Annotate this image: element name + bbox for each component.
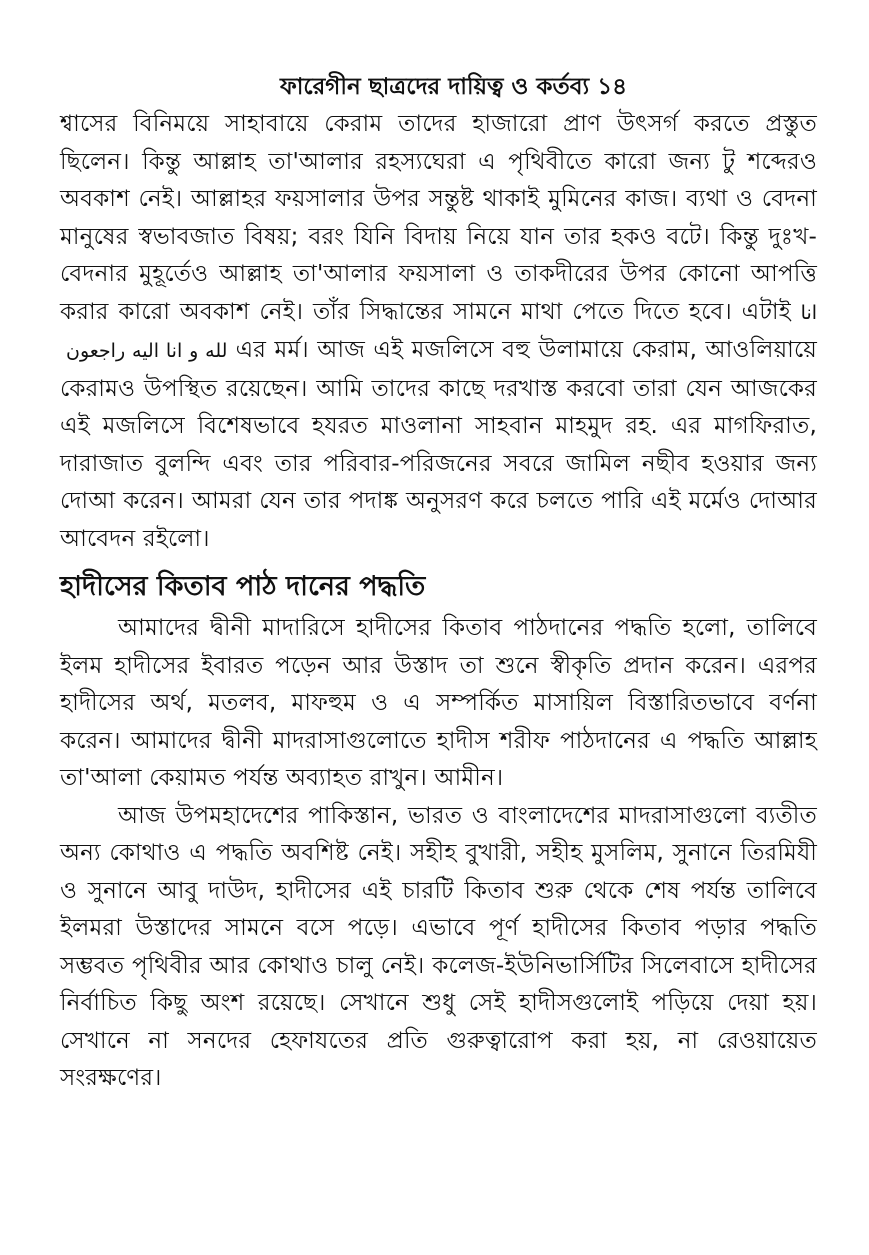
paragraph-3: আজ উপমহাদেশের পাকিস্তান, ভারত ও বাংলাদেশের মাদরাসাগুলো ব্যতীত অন্য কোথাও এ পদ্ধতি অবশিষ্ট নেই। সহীহ বুখারী, সহীহ মুসলিম, সুনানে তিরমিযী ও সুনানে আবু দাউদ, হাদীসের এই চারটি কিতাব শুরু থেকে শেষ পর্যন্ত তালিবে ইলমরা উস্তাদের সামনে বসে পড়ে। এভাবে পূর্ণ হাদীসের কিতাব পড়ার পদ্ধতি সম্ভবত পৃথিবীর আর কোথাও চালু নেই। কলেজ-ইউনিভার্সিটির সিলেবাসে হাদীসের নির্বাচিত কিছু অংশ রয়েছে। সেখানে শুধু সেই হাদীসগুলোই পড়িয়ে দেয়া হয়। সেখানে না সনদের হেফাযতের প্রতি গুরুত্বারোপ করা হয়, না রেওয়ায়েত সংরক্ষণের। [60, 802, 817, 1091]
paragraph-1-continued: এর মর্ম। আজ এই মজলিসে বহু উলামায়ে কেরাম, আওলিয়ায়ে কেরামও উপস্থিত রয়েছেন। আমি তাদের কাছে দরখাস্ত করবো তারা যেন আজকের এই মজলিসে বিশেষভাবে হযরত মাওলানা সাহবান মাহমুদ রহ. এর মাগফিরাত, দারাজাত বুলন্দি এবং তার পরিবার-পরিজনের সবরে জামিল নছীব হওয়ার জন্য দোআ করেন। আমরা যেন তার পদাঙ্ক অনুসরণ করে চলতে পারি এই মর্মেও দোআর আবেদন রইলো। [60, 337, 818, 552]
arabic-phrase: انا لله و انا اليه راجعون [66, 301, 818, 362]
section-heading: হাদীসের কিতাব পাঠ দানের পদ্ধতি [60, 571, 426, 602]
paragraph-2: আমাদের দ্বীনী মাদারিসে হাদীসের কিতাব পাঠদানের পদ্ধতি হলো, তালিবে ইলম হাদীসের ইবারত পড়েন আর উস্তাদ তা শুনে স্বীকৃতি প্রদান করেন। এরপর হাদীসের অর্থ, মতলব, মাফহুম ও এ সম্পর্কিত মাসায়িল বিস্তারিতভাবে বর্ণনা করেন। আমাদের দ্বীনী মাদরাসাগুলোতে হাদীস শরীফ পাঠদানের এ পদ্ধতি আল্লাহ তা'আলা কেয়ামত পর্যন্ত অব্যাহত রাখুন। আমীন। [60, 615, 817, 791]
paragraph-1-text: শ্বাসের বিনিময়ে সাহাবায়ে কেরাম তাদের হাজারো প্রাণ উৎসর্গ করতে প্রস্তুত ছিলেন। কিন্তু আল্লাহ তা'আলার রহস্যঘেরা এ পৃথিবীতে কারো জন্য টু শব্দেরও অবকাশ নেই। আল্লাহর ফয়সালার উপর সন্তুষ্ট থাকাই মুমিনের কাজ। ব্যথা ও বেদনা মানুষের স্বভাবজাত বিষয়; বরং যিনি বিদায় নিয়ে যান তার হকও বটে। কিন্তু দুঃখ-বেদনার মুহূর্তেও আল্লাহ তা'আলার ফয়সালা ও তাকদীরের উপর কোনো আপত্তি করার কারো অবকাশ নেই। তাঁর সিদ্ধান্তের সামনে মাথা পেতে দিতে হবে। এটাই [60, 111, 817, 325]
paragraph-1 [60, 106, 817, 558]
running-head: ফারেগীন ছাত্রদের দায়িত্ব ও কর্তব্য ১৪ [279, 74, 628, 100]
